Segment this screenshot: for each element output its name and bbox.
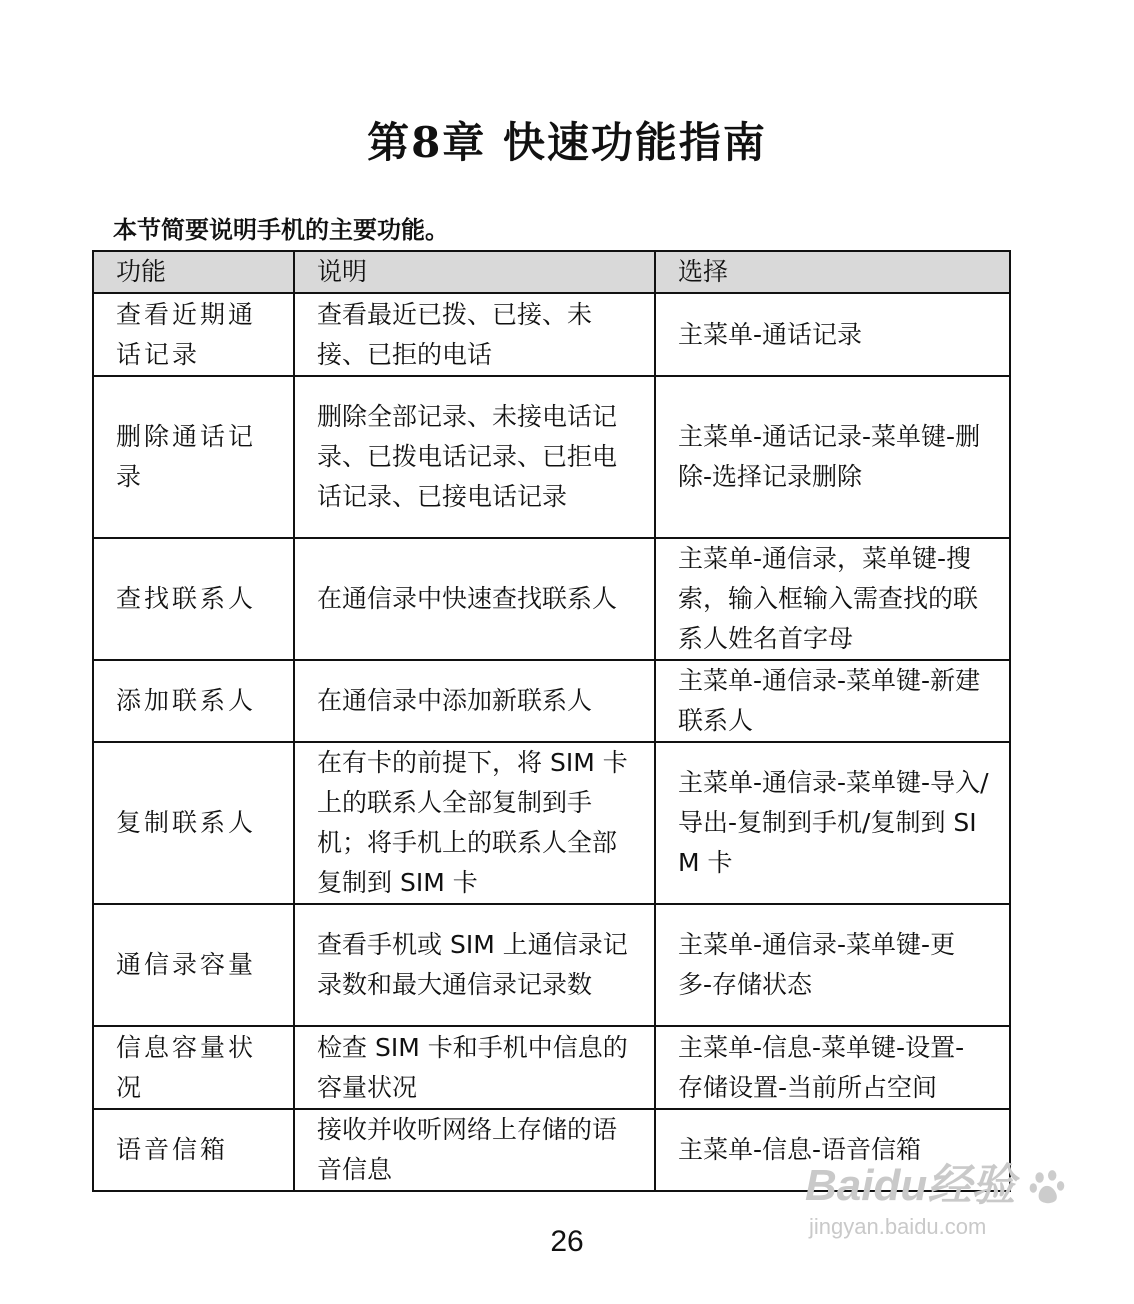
table-row [93, 1026, 1010, 1109]
cell-function: 信息容量状况 [93, 1026, 294, 1109]
header-selection: 选择 [655, 251, 1010, 293]
cell-selection: 主菜单-通话记录 [655, 293, 1010, 376]
cell-description: 在通信录中添加新联系人 [294, 660, 655, 742]
cell-function: 添加联系人 [93, 660, 294, 742]
cell-selection: 主菜单-通信录-菜单键-更多-存储状态 [655, 904, 1010, 1026]
cell-selection: 主菜单-通信录-菜单键-导入/导出-复制到手机/复制到 SIM 卡 [655, 742, 1010, 904]
cell-function: 复制联系人 [93, 742, 294, 904]
table-header-row [93, 251, 1010, 293]
cell-selection: 主菜单-通话记录-菜单键-删除-选择记录删除 [655, 376, 1010, 538]
cell-description: 在有卡的前提下，将 SIM 卡上的联系人全部复制到手机；将手机上的联系人全部复制到 SIM 卡 [294, 742, 655, 904]
table-row [93, 742, 1010, 904]
cell-function: 查找联系人 [93, 538, 294, 660]
cell-description: 接收并收听网络上存储的语音信息 [294, 1109, 655, 1191]
cell-function: 语音信箱 [93, 1109, 294, 1191]
page-title: 第8章 快速功能指南 [367, 118, 767, 167]
cell-function: 通信录容量 [93, 904, 294, 1026]
page-number: 26 [550, 1225, 584, 1258]
intro-text: 本节简要说明手机的主要功能。 [113, 216, 449, 244]
header-description: 说明 [294, 251, 655, 293]
cell-description: 查看最近已拨、已接、未接、已拒的电话 [294, 293, 655, 376]
table-row [93, 376, 1010, 538]
cell-selection: 主菜单-通信录-菜单键-新建联系人 [655, 660, 1010, 742]
table-row [93, 904, 1010, 1026]
paw-icon [1027, 1167, 1069, 1209]
cell-selection: 主菜单-信息-语音信箱 [655, 1109, 1010, 1191]
table-row [93, 538, 1010, 660]
baidu-watermark [805, 1158, 1070, 1268]
function-table [92, 250, 1011, 1192]
cell-description: 删除全部记录、未接电话记录、已拨电话记录、已拒电话记录、已接电话记录 [294, 376, 655, 538]
table-row [93, 293, 1010, 376]
cell-description: 检查 SIM 卡和手机中信息的容量状况 [294, 1026, 655, 1109]
table-row [93, 660, 1010, 742]
header-function: 功能 [93, 251, 294, 293]
cell-selection: 主菜单-通信录，菜单键-搜索，输入框输入需查找的联系人姓名首字母 [655, 538, 1010, 660]
cell-selection: 主菜单-信息-菜单键-设置-存储设置-当前所占空间 [655, 1026, 1010, 1109]
cell-description: 在通信录中快速查找联系人 [294, 538, 655, 660]
cell-function: 查看近期通话记录 [93, 293, 294, 376]
cell-description: 查看手机或 SIM 上通信录记录数和最大通信录记录数 [294, 904, 655, 1026]
cell-function: 删除通话记录 [93, 376, 294, 538]
watermark-brand: Baidu经验 [805, 1161, 1016, 1210]
watermark-url: jingyan.baidu.com [809, 1214, 987, 1239]
